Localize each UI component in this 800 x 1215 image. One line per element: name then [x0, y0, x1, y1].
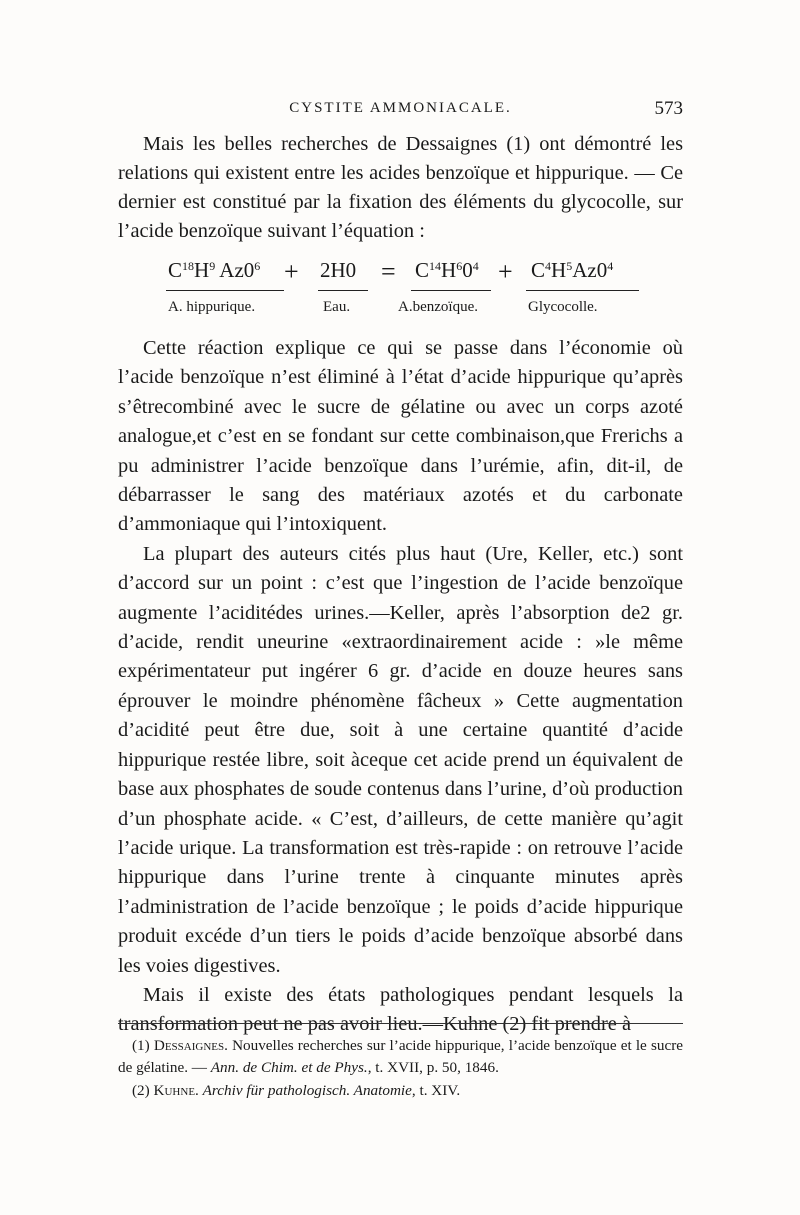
- equation-label-glycocoll: Glycocolle.: [528, 299, 598, 315]
- page-header: [118, 98, 683, 122]
- footnote-1-author: Dessaignes: [153, 1037, 225, 1054]
- page-number: 573: [654, 98, 683, 119]
- equation-term-hippuric-acid: $C^{18}H^9$ $Az0^6$: [168, 258, 261, 282]
- footnote-2: (2) Kuhne. Archiv für pathologisch. Anatomie, t. XIV.: [132, 1081, 461, 1099]
- equation-rule-3: [411, 290, 491, 291]
- intro-paragraph: Mais les belles recherches de Dessaignes (1) ont démontré les relations qui existent entre les acides benzoïque et hippurique. — Ce dernier est constitué par la fixation des éléments du glycocolle, sur l’acide benzoïque suivant l’équation :: [118, 133, 683, 242]
- footnote-1-journal: Ann. de Chim. et de Phys.: [210, 1059, 368, 1077]
- equation-rule-1: [166, 290, 284, 291]
- intro-text: [118, 130, 683, 246]
- equation-label-water: Eau.: [323, 299, 351, 315]
- main-text: [118, 334, 683, 1040]
- equation-term-glycocoll: $C^4H^5Az0^4$: [531, 258, 614, 282]
- footnote-2-author: Kuhne: [153, 1081, 196, 1099]
- paragraph-pathological: Mais il existe des états pathologiques pendant lesquels la transformation peut ne pas avoir lieu.—Kuhne (2) fit prendre à: [118, 983, 683, 1036]
- equation-plus-2: +: [498, 257, 513, 286]
- equation-rule-4: [526, 290, 639, 291]
- paragraph-authors: La plupart des auteurs cités plus haut (Ure, Keller, etc.) sont d’accord sur un point : c’est que l’ingestion de l’acide benzoïque augmente l’aciditédes urines.—Keller, après l’absorption de2 gr. d’acide, rendit uneurine «extraordinairement acide : »le même expérimentateur put ingérer 6 gr. d’acide en douze heures sans éprouver le moindre phénomène fâcheux » Cette augmentation d’acidité peut être due, soit à une certaine quantité d’acide hippurique restée libre, soit àceque cet acide prend un équivalent de base aux phosphates de soude contenus dans l’urine, d’où production d’un phosphate acide. « C’est, d’ailleurs, de cette manière qu’agit l’acide urique. La transformation est très-rapide : on retrouve l’acide hippurique dans l’urine trente à cinquante minutes après l’administration de l’acide benzoïque ; le poids d’acide hippurique produit excéde d’un tiers le poids d’acide benzoïque absorbé dans les voies digestives.: [118, 542, 683, 977]
- equation-plus-1: +: [284, 257, 299, 286]
- equation-label-hippuric: A. hippurique.: [168, 299, 256, 315]
- equation-equals: =: [381, 257, 396, 286]
- footnote-1: (1) Dessaignes. Nouvelles recherches sur l’acide hippurique, l’acide benzoïque et le sucre de gélatine. — Ann. de Chim. et de Phys., t. XVII, p. 50, 1846.: [118, 1037, 683, 1077]
- running-title: CYSTITE AMMONIACALE.: [289, 100, 512, 116]
- equation-term-water: 2H0: [320, 258, 357, 282]
- footnote-2-journal: Archiv für pathologisch. Anatomie: [202, 1081, 412, 1099]
- footnote-divider: [118, 1023, 683, 1024]
- footnotes: [118, 1035, 683, 1102]
- equation-rule-2: [318, 290, 368, 291]
- equation-term-benzoic-acid: $C^{14}H^60^4$: [415, 258, 479, 282]
- paragraph-reaction: Cette réaction explique ce qui se passe dans l’économie où l’acide benzoïque n’est éliminé à l’état d’acide hippurique qu’après s’êtrecombiné avec le sucre de gélatine ou avec un corps azoté analogue,et c’est en se fondant sur cette combinaison,que Frerichs a pu administrer l’acide benzoïque dans l’urémie, afin, dit-il, de débarrasser le sang des matériaux azotés et du carbonate d’ammoniaque qui l’intoxiquent.: [118, 337, 683, 536]
- equation-label-benzoic: A.benzoïque.: [398, 299, 478, 315]
- chemical-equation: [118, 258, 683, 328]
